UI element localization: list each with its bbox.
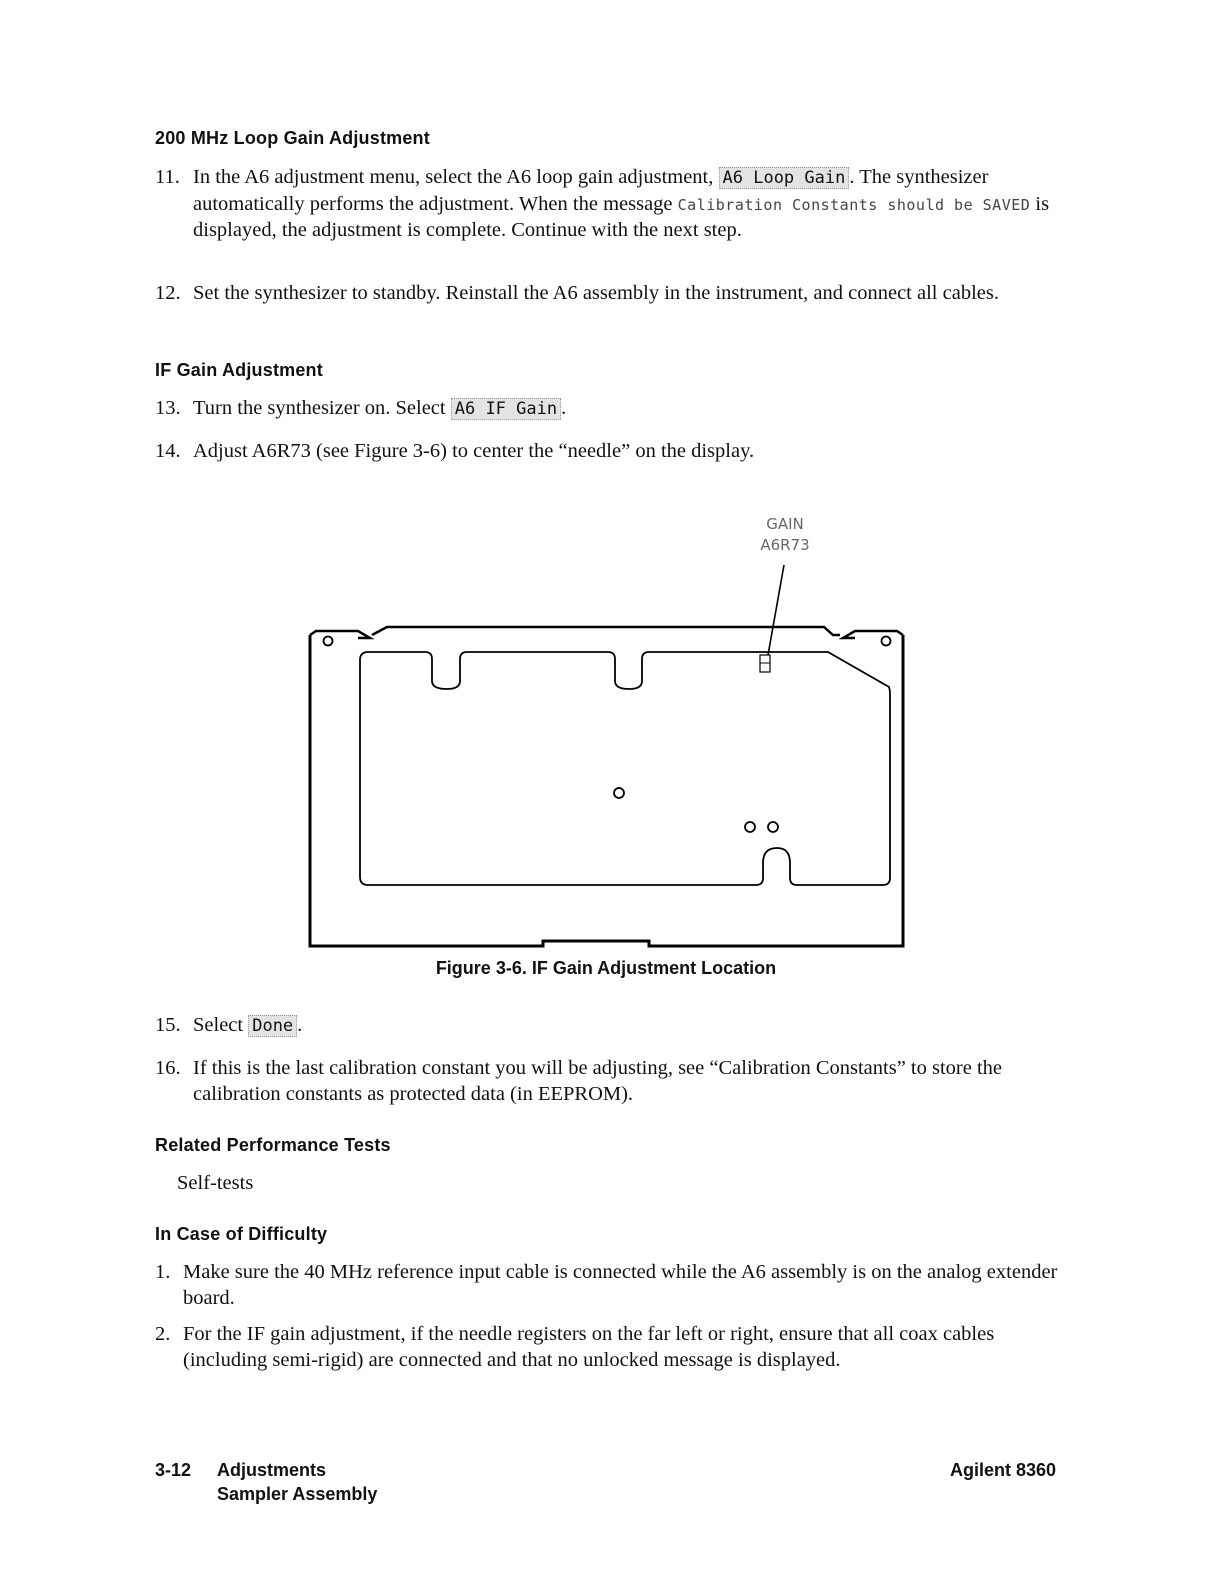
footer-section: Sampler Assembly bbox=[217, 1484, 378, 1504]
step-text: . The synthesizer automatically performs the adjustment. When the message bbox=[193, 166, 989, 215]
leader-line bbox=[768, 565, 784, 655]
heading-if-gain: IF Gain Adjustment bbox=[155, 360, 323, 380]
softkey-a6-if-gain: A6 IF Gain bbox=[451, 398, 561, 420]
heading-difficulty: In Case of Difficulty bbox=[155, 1224, 328, 1244]
item-text: For the IF gain adjustment, if the needle registers on the far left or right, ensure that all coax cables (including semi-rigid) are connected and that no unlocked message is displayed. bbox=[183, 1323, 995, 1371]
right-mount-ear bbox=[843, 631, 903, 638]
step-text: Set the synthesizer to standby. Reinstall the A6 assembly in the instrument, and connect all cables. bbox=[193, 282, 999, 304]
step-number: 12. bbox=[155, 282, 181, 304]
board-hole bbox=[614, 788, 624, 798]
right-mount-hole bbox=[882, 637, 891, 646]
step-12 bbox=[155, 281, 1065, 307]
difficulty-item-1 bbox=[155, 1260, 1065, 1311]
softkey-done: Done bbox=[248, 1015, 297, 1037]
step-number: 11. bbox=[155, 166, 180, 188]
step-text: In the A6 adjustment menu, select the A6 loop gain adjustment, bbox=[193, 166, 714, 188]
step-text: . bbox=[297, 1014, 303, 1036]
heading-related-tests: Related Performance Tests bbox=[155, 1135, 391, 1155]
board-hole bbox=[745, 822, 755, 832]
footer-chapter: Adjustments bbox=[217, 1460, 327, 1480]
footer-page-number: 3-12 bbox=[155, 1460, 192, 1480]
left-mount-ear bbox=[310, 631, 370, 638]
step-number: 15. bbox=[155, 1014, 181, 1036]
display-message: Calibration Constants should be SAVED bbox=[677, 195, 1031, 214]
left-mount-hole bbox=[324, 637, 333, 646]
step-text: . bbox=[561, 397, 567, 419]
footer-product: Agilent 8360 bbox=[949, 1460, 1056, 1480]
label-a6r73: A6R73 bbox=[760, 536, 810, 554]
step-11 bbox=[155, 165, 1065, 244]
chassis-top-edge bbox=[372, 627, 840, 635]
step-text: If this is the last calibration constant you will be adjusting, see “Calibration Constants” to store the calibration constants as protected data (in EEPROM). bbox=[193, 1057, 1003, 1105]
item-text: Make sure the 40 MHz reference input cable is connected while the A6 assembly is on the analog extender board. bbox=[183, 1261, 1058, 1309]
related-tests-text: Self-tests bbox=[177, 1172, 254, 1194]
item-number: 1. bbox=[155, 1261, 171, 1283]
step-text: Turn the synthesizer on. Select bbox=[193, 397, 446, 419]
figure-board-diagram bbox=[160, 505, 1060, 955]
step-number: 16. bbox=[155, 1057, 181, 1079]
step-15 bbox=[155, 1013, 1065, 1040]
label-gain: GAIN bbox=[766, 515, 804, 533]
figure-gain-label bbox=[760, 515, 809, 554]
difficulty-item-2 bbox=[155, 1322, 1065, 1373]
step-text: Adjust A6R73 (see Figure 3-6) to center the “needle” on the display. bbox=[193, 440, 755, 462]
chassis-outline bbox=[310, 635, 903, 946]
step-14 bbox=[155, 439, 1065, 465]
board-hole bbox=[768, 822, 778, 832]
heading-loop-gain: 200 MHz Loop Gain Adjustment bbox=[155, 128, 430, 148]
softkey-a6-loop-gain: A6 Loop Gain bbox=[719, 167, 850, 189]
step-16 bbox=[155, 1056, 1065, 1107]
step-number: 14. bbox=[155, 440, 181, 462]
step-13 bbox=[155, 396, 1065, 423]
figure-caption: Figure 3-6. IF Gain Adjustment Location bbox=[435, 958, 777, 978]
step-text: Select bbox=[193, 1014, 244, 1036]
item-number: 2. bbox=[155, 1323, 171, 1345]
step-text: is displayed, the adjustment is complete. Continue with the next step. bbox=[193, 192, 1050, 241]
board-outline bbox=[360, 652, 890, 885]
step-number: 13. bbox=[155, 397, 181, 419]
